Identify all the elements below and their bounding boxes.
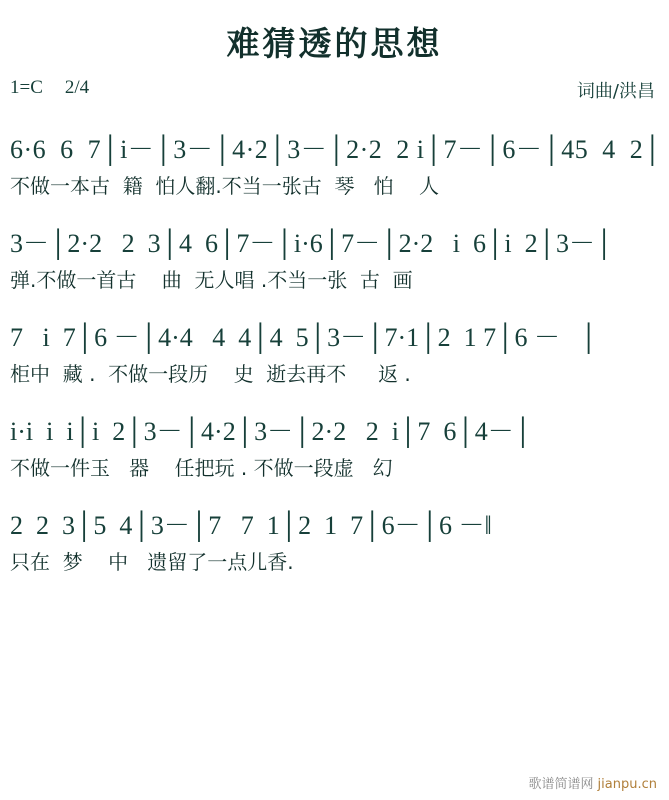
time-signature: 2/4 [64,77,90,98]
watermark-label: 歌谱简谱网 [528,777,594,792]
lyric-line-1: 不做一本古 籍 怕人翻.不当一张古 琴 怕 人 [10,174,440,198]
sheet-music-page [0,18,669,800]
music-system-5 [0,497,669,577]
music-system-1 [0,121,669,201]
music-system-2 [0,215,669,295]
music-system-4 [0,403,669,483]
key-signature: 1=C [10,77,43,98]
page-title: 难猜透的思想 [226,24,443,63]
lyric-line-3: 柜中 藏 . 不做一段历 史 逝去再不 返 . [10,362,411,386]
score-meta [0,77,669,107]
site-watermark [529,773,657,792]
notation-line-1: 6·6 6 7│i－│3－│4·2│3－│2·2 2 i│7－│6－│45 4 2│ [10,135,663,164]
lyric-line-5: 只在 梦 中 遗留了一点儿香. [10,550,294,574]
key-and-time [10,77,89,99]
notation-line-4: i·i i i│i 2│3－│4·2│3－│2·2 2 i│7 6│4－│ [10,417,533,446]
notation-line-3: 7 i 7│6 －│4·4 4 4│4 5│3－│7·1│2 1 7│6 － │ [10,323,598,352]
notation-line-2: 3－│2·2 2 3│4 6│7－│i·6│7－│2·2 i 6│i 2│3－│ [10,229,614,258]
lyric-line-4: 不做一件玉 器 任把玩 . 不做一段虚 幻 [10,456,393,480]
music-system-3 [0,309,669,389]
composer-credit: 词曲/洪昌 [576,81,655,102]
notation-line-5: 2 2 3│5 4│3－│7 7 1│2 1 7│6－│6 －‖ [10,511,492,540]
lyric-line-2: 弹.不做一首古 曲 无人唱 .不当一张 古 画 [10,268,413,292]
watermark-site: jianpu.cn [597,777,657,792]
